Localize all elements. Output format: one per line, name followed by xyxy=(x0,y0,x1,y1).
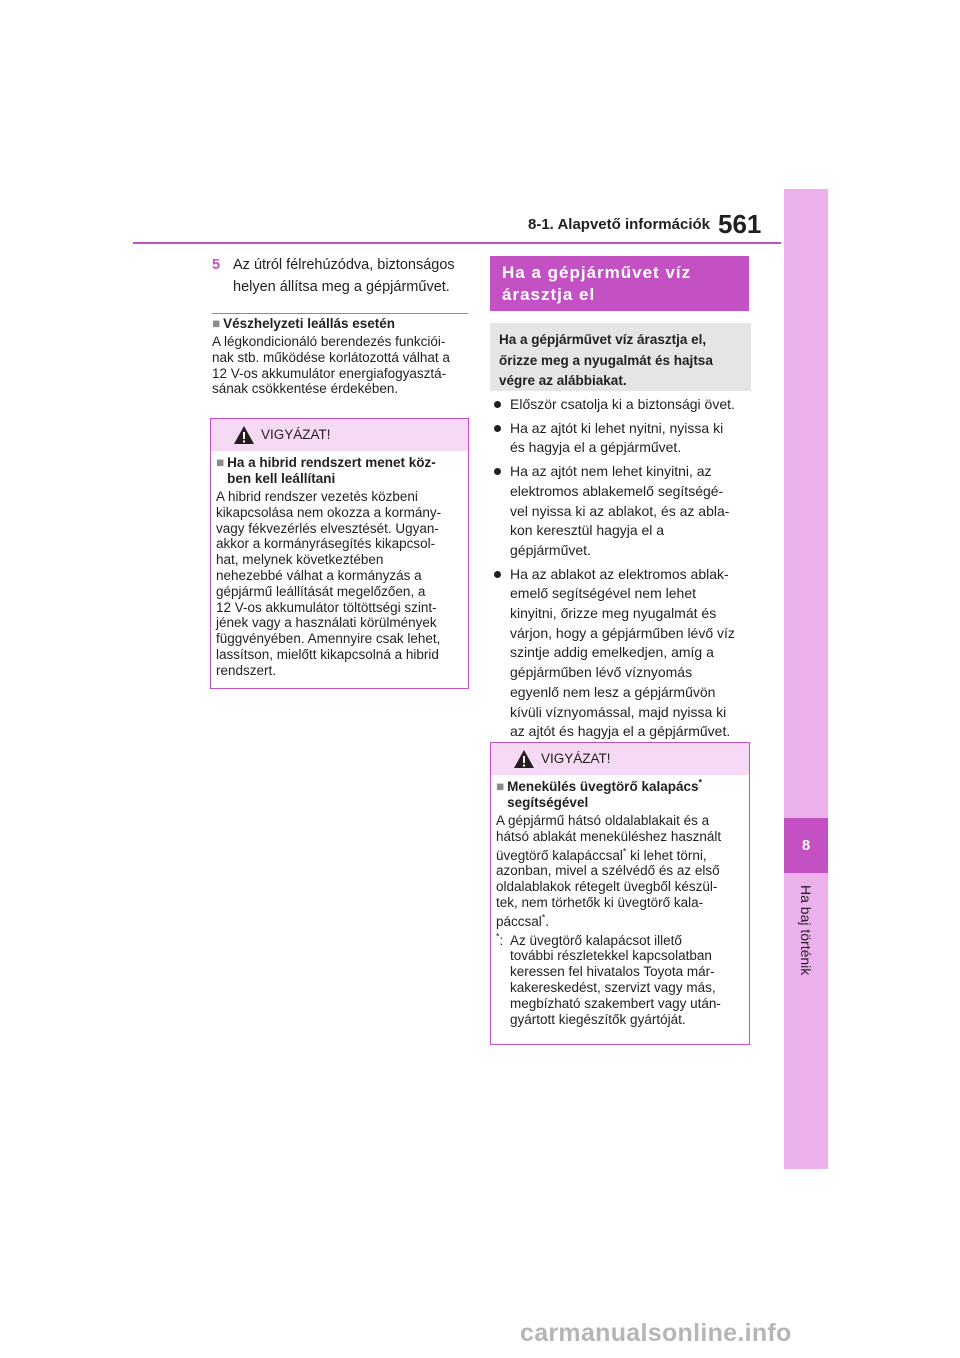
paragraph-line: sának csökkentése érdekében. xyxy=(212,381,399,397)
chapter-side-tab xyxy=(784,189,828,1169)
bullet-list xyxy=(492,395,750,746)
subsection-paragraph xyxy=(212,334,470,397)
warning-title: ■ Menekülés üvegtörő kalapács* segítségével xyxy=(496,777,702,810)
warning-text: A gépjármű hátsó oldalablakait és a hátsó ablakát meneküléshez használt üvegtörő kalapáccsal* ki lehet törni, azonban, mivel a szélvédő és az első oldalablakok rétegelt üvegből készül- tek, nem törhetők ki üvegtörő kala- páccsal*. *: Az üvegtörő kalapácsot illető további részletekkel kapcsolatban keressen fel hivatalos Toyota már- kakereskedést, szervizt vagy más, megbízható szakembert vagy után- gyártott kiegészítők gyártóját. xyxy=(496,813,743,1027)
warning-triangle-icon xyxy=(233,425,255,445)
square-bullet-icon: ■ xyxy=(212,316,221,331)
warning-label: VIGYÁZAT! xyxy=(261,427,331,442)
subsection-title: ■ Vészhelyzeti leállás esetén xyxy=(212,316,396,331)
list-item: Ha az ajtót ki lehet nyitni, nyissa ki és hagyja el a gépjárművet. xyxy=(492,419,750,458)
paragraph-line: A légkondicionáló berendezés funkciói- xyxy=(212,334,446,349)
warning-body xyxy=(211,451,468,679)
bullet-dot-icon xyxy=(494,425,501,432)
warning-label: VIGYÁZAT! xyxy=(541,751,611,766)
warning-title: ■ Ha a hibrid rendszert menet köz- ben kell leállítani xyxy=(216,455,436,486)
header-section-title: 8-1. Alapvető információk xyxy=(528,216,710,233)
paragraph-line: nak stb. működése korlátozottá válhat a xyxy=(212,349,450,365)
watermark: carmanualsonline.info xyxy=(520,1319,792,1347)
chapter-title-vertical xyxy=(784,885,828,995)
footnote: *: Az üvegtörő kalapácsot illető további részletekkel kapcsolatban keressen fel hivatalos Toyota már- kakereskedést, szervizt vagy más, megbízható szakembert vagy után- gyártott kiegészítők gyártóját. xyxy=(496,931,721,1027)
chapter-number-badge: 8 xyxy=(784,818,828,873)
intro-callout: Ha a gépjárművet víz árasztja el, őrizze meg a nyugalmát és hajtsa végre az alábbiakat. xyxy=(490,323,751,391)
square-bullet-icon: ■ xyxy=(216,455,225,470)
warning-box-hammer xyxy=(490,742,750,1045)
step-text: Az útról félrehúzódva, biztonságos helyen állítsa meg a gépjárművet. xyxy=(233,257,455,295)
warning-header xyxy=(491,743,749,775)
bullet-dot-icon xyxy=(494,401,501,408)
header-divider xyxy=(133,242,781,244)
page-number: 561 xyxy=(718,209,762,239)
paragraph-line: 12 V-os akkumulátor energiafogyasztá- xyxy=(212,365,447,381)
list-item: Először csatolja ki a biztonsági övet. xyxy=(492,395,750,415)
step-5 xyxy=(212,254,470,298)
bullet-dot-icon xyxy=(494,571,501,578)
warning-body xyxy=(491,775,749,1027)
warning-box-hybrid xyxy=(210,418,469,689)
subsection-divider xyxy=(212,313,468,314)
section-heading: Ha a gépjárművet víz árasztja el xyxy=(490,256,749,311)
warning-text: A hibrid rendszer vezetés közbeni kikapcsolása nem okozza a kormány- vagy fékvezérlés elvesztését. Ugyan- akkor a kormányrásegítés kikapcsol- hat, melynek következtében nehezebbé válhat a kormányzás a gépjármű leállítását megelőzően, a 12 V-os akkumulátor töltöttségi szint- jének vagy a használati körülmények függvényében. Amennyire csak lehet, lassítson, mielőtt kikapcsolná a hibrid rendszert. xyxy=(216,489,442,678)
bullet-dot-icon xyxy=(494,468,501,475)
list-item: Ha az ablakot az elektromos ablak- emelő segítségével nem lehet kinyitni, őrizze meg nyugalmát és várjon, hogy a gépjárműben lévő víz szintje addig emelkedjen, amíg a gépjárműben lévő víznyomás egyenlő nem lesz a gépjárművön kívüli víznyomással, majd nyissa ki az ajtót és hagyja el a gépjárművet. xyxy=(492,565,750,742)
step-number: 5 xyxy=(212,257,221,273)
warning-triangle-icon xyxy=(513,749,535,769)
list-item: Ha az ajtót nem lehet kinyitni, az elektromos ablakemelő segítségé- vel nyissa ki az ablakot, és az abla- kon keresztül hagyja el a gépjárművet. xyxy=(492,462,750,561)
warning-header xyxy=(211,419,468,451)
square-bullet-icon: ■ xyxy=(496,779,505,794)
chapter-title-text: Ha baj történik xyxy=(798,885,814,976)
